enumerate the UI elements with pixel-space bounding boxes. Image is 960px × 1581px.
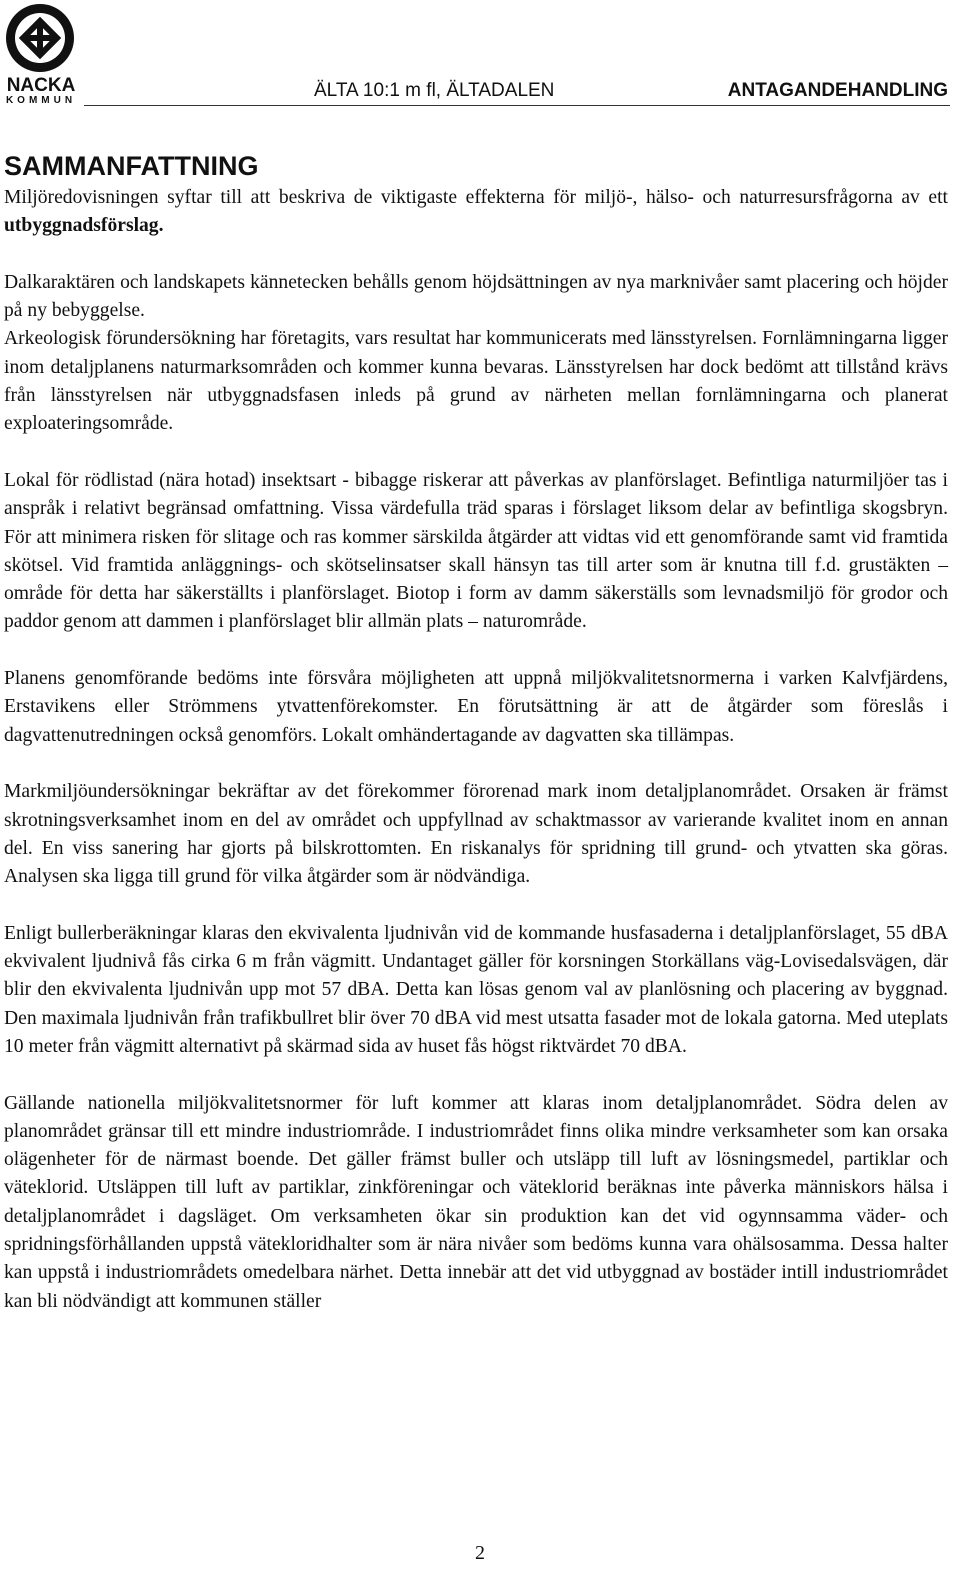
paragraph-purpose-text: Miljöredovisningen syftar till att beskriva de viktigaste effekterna för miljö-, hälso- och naturresursfrågorna av ett	[4, 187, 948, 208]
paragraph-soil: Markmiljöundersökningar bekräftar av det förekommer förorenad mark inom detaljplanområdet. Orsaken är främst skrotningsverksamhet inom en del av området och uppfyllnad av schaktmassor av varierande kvalitet inom en annan del. En viss sanering har gjorts på bilskrottomten. En riskanalys för spridning till grund- och ytvatten ska göras. Analysen ska ligga till grund för vilka åtgärder som är nödvändiga.	[4, 781, 948, 888]
document-title: ÄLTA 10:1 m fl, ÄLTADALEN	[314, 80, 555, 101]
header-divider	[84, 105, 950, 106]
nacka-emblem-icon	[4, 2, 76, 74]
paragraph-water: Planens genomförande bedöms inte försvåra möjligheten att uppnå miljökvalitetsnormerna i varken Kalvfjärdens, Erstavikens eller Strömmens ytvattenförekomster. En förutsättning är att de åtgärder som föreslås i dagvattenutredningen också genomförs. Lokalt omhändertagande av dagvatten ska tillämpas.	[4, 668, 948, 746]
page-number: 2	[475, 1542, 485, 1564]
logo-subtitle: KOMMUN	[5, 95, 77, 106]
section-title: SAMMANFATTNING	[4, 151, 259, 181]
paragraph-nature: Lokal för rödlistad (nära hotad) insektsart - bibagge riskerar att påverkas av planförslaget. Befintliga naturmiljöer tas i anspråk i relativt begränsad omfattning. Vissa värdefulla träd sparas i förslaget liksom delar av befintliga skogsbryn. För att minimera risken för slitage och ras kommer särskilda åtgärder att vidtas vid ett genomförande samt vid framtida skötsel. Vid framtida anläggnings- och skötselinsatser skall hänsyn tas till arter som är knutna till f.d. grustäkten – område för detta har säkerställts i planförslaget. Biotop i form av damm säkerställs som levnadsmiljö för grodor och paddor genom att dammen i planförslaget blir allmän plats – naturområde.	[4, 469, 948, 633]
page-header	[0, 0, 960, 108]
document-status: ANTAGANDEHANDLING	[727, 80, 948, 101]
paragraph-purpose	[4, 184, 948, 241]
nacka-kommun-logo	[4, 2, 76, 106]
paragraph-noise: Enligt bullerberäkningar klaras den ekvivalenta ljudnivån vid de kommande husfasaderna i detaljplanförslaget, 55 dBA ekvivalent ljudnivå fås cirka 6 m från vägmitt. Undantaget gäller för korsningen Storkällans väg-Lovisedalsvägen, där blir den ekvivalenta ljudnivån upp mot 57 dBA. Detta kan lösas genom val av planlösning och placering av byggnad. Den maximala ljudnivån från trafikbullret blir över 70 dBA vid mest utsatta fasader mot de lokala gatorna. Med uteplats 10 meter från vägmitt alternativt på skärmad sida av huset fås högst riktvärdet 70 dBA.	[4, 922, 948, 1057]
paragraph-air: Gällande nationella miljökvalitetsnormer för luft kommer att klaras inom detaljplanområdet. Södra delen av planområdet gränsar till ett mindre industriområde. I industriområdet finns olika mindre verksamheter som kan orsaka olägenheter för de närmast boende. Det gäller främst buller och utsläpp till luft av lösningsmedel, partiklar och väteklorid. Utsläppen till luft av partiklar, zinkföreningar och väteklorid beräknas inte påverka människors hälsa i detaljplanområdet i dagsläget. Om verksamheten ökar sin produktion kan det vid ogynnsamma väder- och spridningsförhållanden uppstå vätekloridhalter som är nära nivåer som bedöms kunna vara ohälsosamma. Dessa halter kan uppstå i industriområdets omedelbara närhet. Detta innebär att det vid utbyggnad av bostäder intill industriområdet kan bli nödvändigt att kommunen ställer	[4, 1092, 948, 1312]
paragraph-landscape: Dalkaraktären och landskapets kännetecken behålls genom höjdsättningen av nya marknivåer samt placering och höjder på ny bebyggelse.	[4, 271, 948, 322]
paragraph-purpose-emphasis: utbyggnadsförslag.	[4, 215, 164, 237]
logo-name: NACKA	[6, 75, 76, 96]
document-body	[4, 148, 948, 1316]
paragraph-archaeology: Arkeologisk förundersökning har företagits, vars resultat har kommunicerats med länsstyrelsen. Fornlämningarna ligger inom detaljplanens naturmarksområden och kommer kunna bevaras. Länsstyrelsen har dock bedömt att tillstånd krävs från länsstyrelsen när utbyggnadsfasen inleds på grund av närheten mellan fornlämningarna och planerat exploateringsområde.	[4, 328, 948, 435]
